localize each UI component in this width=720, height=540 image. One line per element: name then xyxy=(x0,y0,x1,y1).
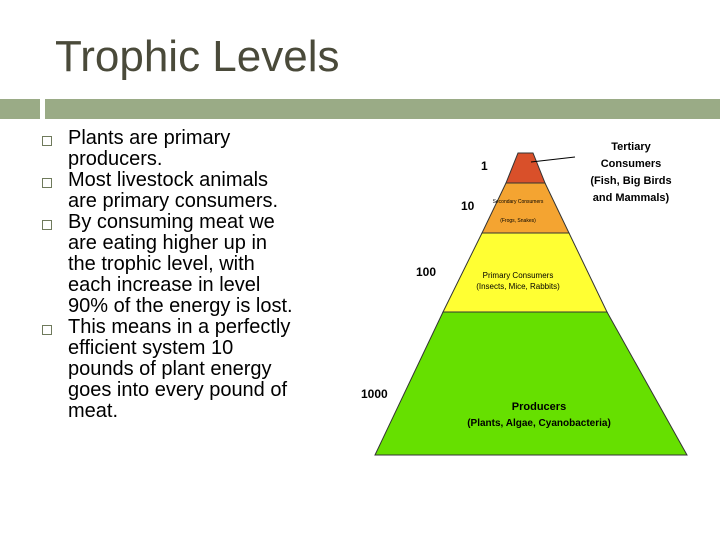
bullet-text: Most livestock animals are primary consumers. xyxy=(68,169,279,212)
square-bullet-icon xyxy=(42,178,52,188)
pyramid-level-secondary xyxy=(482,183,569,233)
bullet-item xyxy=(40,212,300,317)
tertiary-label-line-3: (Fish, Big Birds xyxy=(590,175,672,187)
bullet-item xyxy=(40,317,300,422)
header-bar-right xyxy=(45,99,720,119)
energy-label-10: 10 xyxy=(461,199,475,213)
pyramid-level-producers xyxy=(375,312,687,455)
primary-detail: (Insects, Mice, Rabbits) xyxy=(476,282,560,291)
pyramid-level-tertiary xyxy=(506,153,545,183)
tertiary-label-line-2: Consumers xyxy=(600,158,662,170)
secondary-name: Secondary Consumers xyxy=(492,199,544,205)
square-bullet-icon xyxy=(42,136,52,146)
bullet-item xyxy=(40,128,300,170)
square-bullet-icon xyxy=(42,220,52,230)
bullet-list xyxy=(40,128,300,422)
square-bullet-icon xyxy=(42,325,52,335)
bullet-item xyxy=(40,170,300,212)
producers-name: Producers xyxy=(511,401,567,413)
tertiary-label-line-4: and Mammals) xyxy=(592,192,670,204)
energy-label-1: 1 xyxy=(481,159,488,173)
slide-title: Trophic Levels xyxy=(55,32,340,81)
energy-label-1000: 1000 xyxy=(361,387,388,401)
primary-name: Primary Consumers xyxy=(482,271,554,280)
tertiary-pointer-line xyxy=(531,157,575,162)
bullet-text: By consuming meat we are eating higher up in the trophic level, with each increase in level 90% of the energy is lost. xyxy=(68,211,293,317)
bullet-text: Plants are primary producers. xyxy=(68,127,231,170)
producers-detail: (Plants, Algae, Cyanobacteria) xyxy=(467,418,611,429)
secondary-detail: (Frogs, Snakes) xyxy=(500,218,536,224)
header-bar-left xyxy=(0,99,40,119)
energy-pyramid xyxy=(355,130,705,470)
bullet-text: This means in a perfectly efficient system 10 pounds of plant energy goes into every pound of meat. xyxy=(68,316,291,422)
energy-label-100: 100 xyxy=(416,265,437,279)
tertiary-label-line-1: Tertiary xyxy=(611,141,651,153)
